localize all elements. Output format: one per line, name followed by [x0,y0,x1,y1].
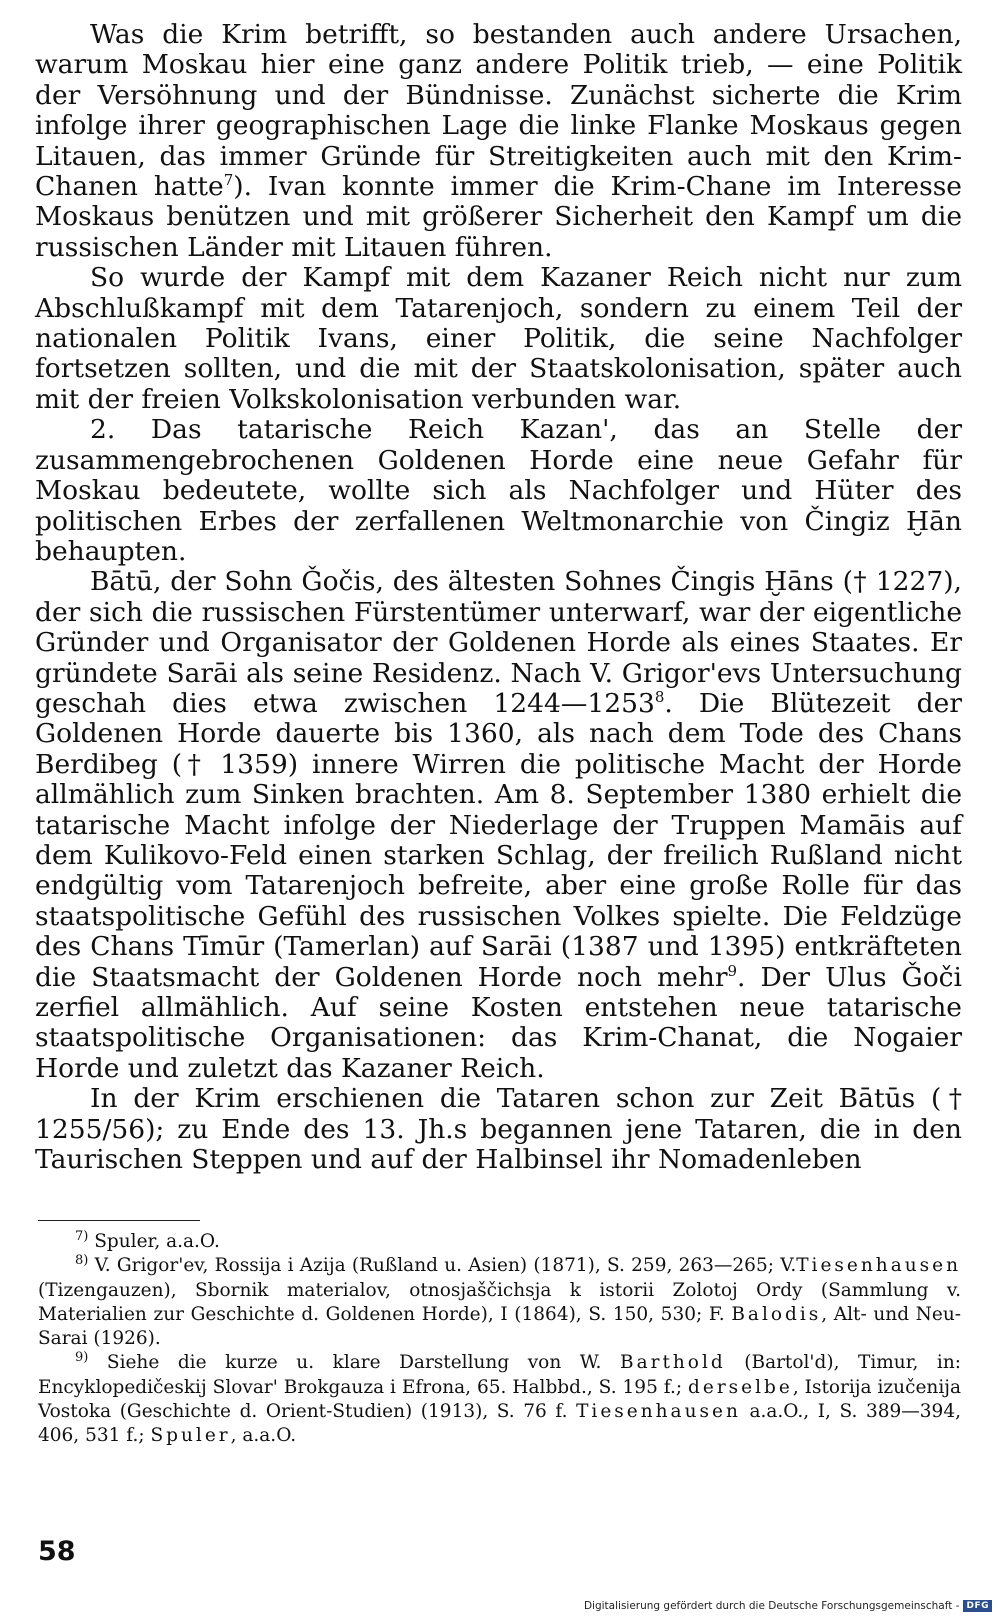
page-number: 58 [38,1536,76,1567]
paragraph-kazan-struggle: So wurde der Kampf mit dem Kazaner Reich nicht nur zum Abschlußkampf mit dem Tatarenjoch, sondern zu einem Teil der nationalen Politik Ivans, einer Politik, die seine Nachfolger fortsetzen sollten, und die mit der Staatskolonisation, später auch mit der freien Volkskolonisation verbunden war. [35,262,962,415]
footnote-7: $^{7)}$ Spuler, a.a.O. [75,1228,220,1252]
digitization-credit [584,1600,992,1612]
main-text [35,20,962,1175]
footnote-divider [38,1220,200,1221]
paragraph-crimea: Was die Krim betrifft, so bestanden auch andere Ursachen, warum Moskau hier eine ganz andere Politik trieb, — eine Politik der Versöhnung und der Bündnisse. Zunächst sicherte die Krim infolge ihrer geographischen Lage die linke Flanke Moskaus gegen Litauen, das immer Gründe für Streitigkeiten auch mit den Krim-Chanen hatte$^7$). Ivan konnte immer die Krim-Chane im Interesse Moskaus benützen und mit größerer Sicherheit den Kampf um die russischen Länder mit Litauen führen. [35,19,962,263]
paragraph-golden-horde: Bātū, der Sohn Ǧočis, des ältesten Sohnes Čingis Ḫāns († 1227), der sich die russischen Fürstentümer unterwarf, war der eigentliche Gründer und Organisator der Goldenen Horde als eines Staates. Er gründete Sarāi als seine Residenz. Nach V. Grigor'evs Untersuchung geschah dies etwa zwischen 1244—1253$^8$. Die Blütezeit der Goldenen Horde dauerte bis 1360, als nach dem Tode des Chans Berdibeg († 1359) innere Wirren die politische Macht der Horde allmählich zum Sinken brachten. Am 8. September 1380 erhielt die tatarische Macht infolge der Niederlage der Truppen Mamāis auf dem Kulikovo-Feld einen starken Schlag, der freilich Rußland nicht endgültig vom Tatarenjoch befreite, aber eine große Rolle für das staatspolitische Gefühl des russischen Volkes spielte. Die Feldzüge des Chans Tīmūr (Tamerlan) auf Sarāi (1387 und 1395) entkräfteten die Staatsmacht der Goldenen Horde noch mehr$^9$. Der Ulus Ǧoči zerfiel allmählich. Auf seine Kosten entstehen neue tatarische staatspolitische Organisationen: das Krim-Chanat, die Nogaier Horde und zuletzt das Kazaner Reich. [35,566,962,1084]
paragraph-section-2: 2. Das tatarische Reich Kazan', das an Stelle der zusammengebrochenen Goldenen Horde eine neue Gefahr für Moskau bedeutete, wollte sich als Nachfolger und Hüter des politischen Erbes der zerfallenen Weltmonarchie von Čingiz Ḫān behaupten. [35,414,962,567]
footnote-9: $^{9)}$ Siehe die kurze u. klare Darstellung von W. Barthold (Bartol'd), Timur, in: Encyklopedičeskij Slovar' Brokgauza i Efrona, 65. Halbbd., S. 195 f.; derselbe, Istorija izučenija Vostoka (Geschichte d. Orient-Studien) (1913), S. 76 f. Tiesenhausen a.a.O., I, S. 389—394, 406, 531 f.; Spuler, a.a.O. [38,1350,962,1447]
note-ref-8: 8 [654,688,665,707]
paragraph-tatars-in-crimea: In der Krim erschienen die Tataren schon zur Zeit Bātūs († 1255/56); zu Ende des 13. Jh.s begannen jene Tataren, die in den Taurischen Steppen und auf der Halbinsel ihr Nomadenleben [35,1083,962,1176]
note-ref-9: 9 [727,961,738,980]
dfg-logo: DFG [963,1600,992,1612]
digitization-credit-text: Digitalisierung gefördert durch die Deutsche Forschungsgemeinschaft - [583,1600,960,1612]
note-ref-7: 7 [223,171,234,190]
footnote-8: $^{8)}$ V. Grigor'ev, Rossija i Azija (Rußland u. Asien) (1871), S. 259, 263—265; V.Tiesenhausen (Tizengauzen), Sbornik materialov, otnosjaščichsja k istorii Zolotoj Ordy (Sammlung v. Materialien zur Geschichte d. Goldenen Horde), I (1864), S. 150, 530; F. Balodis, Alt- und Neu-Sarai (1926). [38,1253,961,1350]
footnotes [38,1230,961,1449]
